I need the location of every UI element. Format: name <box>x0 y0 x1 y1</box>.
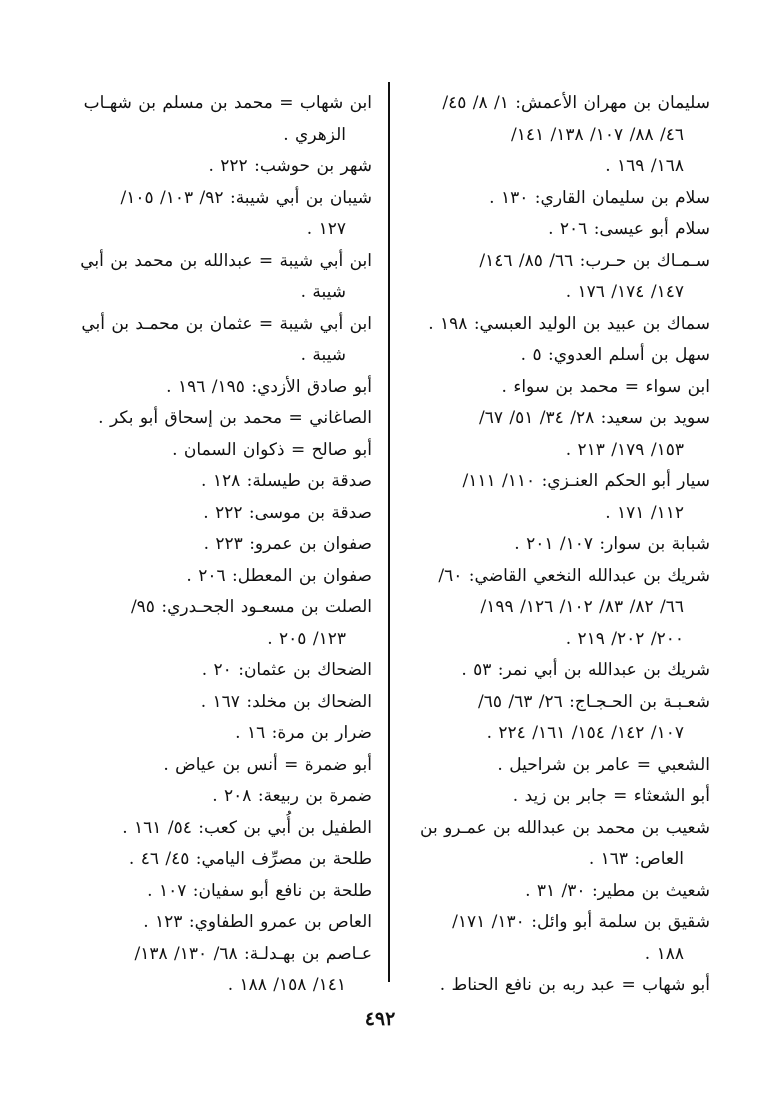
entry-line: شعـبـة بن الحـجـاج: ٢٦/ ٦٣/ ٦٥/ <box>477 691 710 712</box>
entry-line: صدقة بن موسى: ٢٢٢ . <box>203 502 372 523</box>
entry-line: الضحاك بن عثمان: ٢٠ . <box>201 660 372 680</box>
entry-line: شعيث بن مطير: ٣٠/ ٣١ . <box>525 880 710 901</box>
index-entry <box>404 687 710 750</box>
index-entry <box>404 246 710 309</box>
index-entry <box>404 561 710 656</box>
page-number: ٤٩٢ <box>364 1008 396 1030</box>
index-entry <box>404 529 710 561</box>
entry-line: عـاصم بن بهـدلـة: ٦٨/ ١٣٠/ ١٣٨/ <box>134 943 372 964</box>
entry-line: صفوان بن عمرو: ٢٢٣ . <box>203 534 372 554</box>
entry-line: ضمرة بن ربيعة: ٢٠٨ . <box>212 786 372 806</box>
index-entry <box>88 561 372 593</box>
entry-line: سماك بن عبيد بن الوليد العبسي: ١٩٨ . <box>428 313 710 334</box>
index-entry <box>404 750 710 782</box>
index-entry <box>83 88 372 151</box>
entry-continuation-line: ١٤٧/ ١٧٤/ ١٧٦ . <box>565 282 684 302</box>
entry-line: شبابة بن سوار: ١٠٧/ ٢٠١ . <box>514 534 710 554</box>
entry-continuation-line: شيبة . <box>300 282 346 302</box>
entry-continuation-line: ١٢٣/ ٢٠٥ . <box>267 628 346 649</box>
entry-line: شعيب بن محمد بن عبدالله بن عمـرو بن <box>420 817 710 838</box>
entry-line: ابن سواء = محمد بن سواء . <box>501 376 710 397</box>
index-entry <box>88 813 372 845</box>
index-entry <box>404 907 710 970</box>
index-entry <box>88 183 372 246</box>
entry-line: الطفيل بن أُبي بن كعب: ٥٤/ ١٦١ . <box>122 817 372 838</box>
entry-line: العاص بن عمرو الطفاوي: ١٢٣ . <box>143 912 372 932</box>
entry-line: أبو ضمرة = أنس بن عياض . <box>163 754 372 775</box>
entry-continuation-line: ١٨٨ . <box>644 943 684 964</box>
index-entry <box>404 813 710 876</box>
index-entry <box>404 403 710 466</box>
entry-line: شيبان بن أبي شيبة: ٩٢/ ١٠٣/ ١٠٥/ <box>120 187 372 208</box>
column-divider <box>388 82 390 982</box>
entry-continuation-line: شيبة . <box>300 345 346 365</box>
entry-line: شريك بن عبدالله النخعي القاضي: ٦٠/ <box>438 565 710 586</box>
entry-line: سـمـاك بن حـرب: ٦٦/ ٨٥/ ١٤٦/ <box>479 250 710 271</box>
entry-line: ابن شهاب = محمد بن مسلم بن شهـاب <box>83 93 372 113</box>
index-entry <box>404 655 710 687</box>
index-entry <box>88 687 372 719</box>
index-entry <box>88 529 372 561</box>
index-entry <box>404 340 710 372</box>
entry-line: صفوان بن المعطل: ٢٠٦ . <box>186 565 372 586</box>
entry-line: الصلت بن مسعـود الجحـدري: ٩٥/ <box>130 597 372 617</box>
entry-continuation-line: ٤٦/ ٨٨/ ١٠٧/ ١٣٨/ ١٤١/ <box>510 124 684 145</box>
entry-continuation-line: ٦٦/ ٨٢/ ٨٣/ ١٠٢/ ١٢٦/ ١٩٩/ <box>480 597 684 617</box>
entry-continuation-line: الزهري . <box>283 124 346 145</box>
entry-line: سهل بن أسلم العدوي: ٥ . <box>520 345 710 365</box>
entry-line: طلحة بن نافع أبو سفيان: ١٠٧ . <box>147 880 372 901</box>
index-entry <box>88 750 372 782</box>
entry-line: ابن أبي شيبة = عثمان بن محمـد بن أبي <box>81 313 372 334</box>
index-entry <box>404 372 710 404</box>
entry-line: أبو شهاب = عبد ربه بن نافع الحناط . <box>439 975 710 995</box>
entry-continuation-line: ١٢٧ . <box>306 219 346 239</box>
entry-line: سيار أبو الحكم العنـزي: ١١٠/ ١١١/ <box>462 471 710 491</box>
index-entry <box>88 466 372 498</box>
entry-line: الضحاك بن مخلد: ١٦٧ . <box>200 691 372 712</box>
index-entry <box>88 876 372 908</box>
entry-line: شريك بن عبدالله بن أبي نمر: ٥٣ . <box>461 660 710 680</box>
entry-continuation-line: ١١٢/ ١٧١ . <box>605 502 684 523</box>
entry-line: أبو صادق الأزدي: ١٩٥/ ١٩٦ . <box>166 376 372 397</box>
entry-line: الشعبي = عامر بن شراحيل . <box>497 754 710 775</box>
entry-continuation-line: ١٤١/ ١٥٨/ ١٨٨ . <box>227 975 346 995</box>
entry-line: سلام بن سليمان القاري: ١٣٠ . <box>489 187 710 208</box>
index-entry <box>88 907 372 939</box>
entry-line: سويد بن سعيد: ٢٨/ ٣٤/ ٥١/ ٦٧/ <box>478 408 710 428</box>
index-entry <box>88 655 372 687</box>
index-entry <box>81 309 372 372</box>
index-entry <box>404 876 710 908</box>
entry-line: صدقة بن طيسلة: ١٢٨ . <box>201 471 372 491</box>
entry-continuation-line: العاص: ١٦٣ . <box>588 849 684 869</box>
index-entry <box>404 309 710 341</box>
index-entry <box>404 183 710 215</box>
index-entry <box>88 844 372 876</box>
index-entry <box>404 214 710 246</box>
entry-line: سلام أبو عيسى: ٢٠٦ . <box>548 219 710 239</box>
index-entry <box>88 435 372 467</box>
entry-line: أبو صالح = ذكوان السمان . <box>172 439 372 460</box>
entry-line: سليمان بن مهران الأعمش: ١/ ٨/ ٤٥/ <box>442 93 710 113</box>
index-entry <box>88 939 372 1002</box>
right-column <box>404 88 710 1002</box>
entry-line: شقيق بن سلمة أبو وائل: ١٣٠/ ١٧١/ <box>452 912 710 932</box>
entry-line: ضرار بن مرة: ١٦ . <box>235 723 372 743</box>
index-entry <box>88 592 372 655</box>
entry-line: الصاغاني = محمد بن إسحاق أبو بكر . <box>98 408 372 428</box>
entry-line: شهر بن حوشب: ٢٢٢ . <box>208 156 372 176</box>
index-entry <box>88 403 372 435</box>
index-entry <box>404 970 710 1002</box>
index-entry <box>88 781 372 813</box>
index-entry <box>88 151 372 183</box>
index-entry <box>404 466 710 529</box>
entry-continuation-line: ١٠٧/ ١٤٢/ ١٥٤/ ١٦١/ ٢٢٤ . <box>486 723 684 743</box>
entry-line: ابن أبي شيبة = عبدالله بن محمد بن أبي <box>80 250 372 271</box>
entry-continuation-line: ١٦٨/ ١٦٩ . <box>605 156 684 176</box>
index-entry <box>404 88 710 183</box>
index-entry <box>88 718 372 750</box>
entry-continuation-line: ١٥٣/ ١٧٩/ ٢١٣ . <box>565 439 684 460</box>
index-entry <box>404 781 710 813</box>
entry-continuation-line: ٢٠٠/ ٢٠٢/ ٢١٩ . <box>565 628 684 649</box>
index-entry <box>88 372 372 404</box>
entry-line: طلحة بن مصرِّف اليامي: ٤٥/ ٤٦ . <box>128 849 372 869</box>
left-column <box>80 88 372 1002</box>
index-entry <box>88 498 372 530</box>
index-entry <box>80 246 372 309</box>
entry-line: أبو الشعثاء = جابر بن زيد . <box>512 786 710 806</box>
